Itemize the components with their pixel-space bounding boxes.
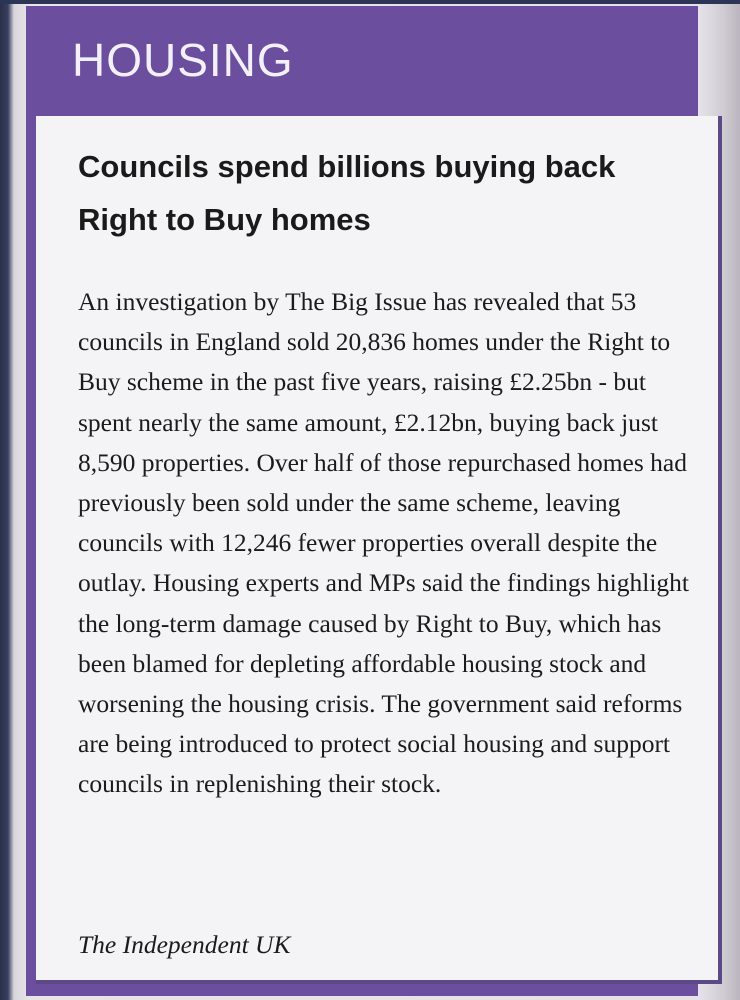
top-edge <box>0 0 740 4</box>
article-source: The Independent UK <box>78 930 291 959</box>
section-label: HOUSING <box>72 34 294 86</box>
article-body: An investigation by The Big Issue has revealed that 53 councils in England sold 20,836 homes under the Right to Buy scheme in the past five years, raising £2.25bn - but spent nearly the same amount, £2.12bn, buying back just 8,590 properties. Over half of those repurchased homes had previously been sold under the same scheme, leaving councils with 12,246 fewer properties overall despite the outlay. Housing experts and MPs said the findings highlight the long-term damage caused by Right to Buy, which has been blamed for depleting affordable housing stock and worsening the housing crisis. The government said reforms are being introduced to protect social housing and support councils in replenishing their stock. <box>78 287 690 799</box>
article-headline: Councils spend billions buying back Right to Buy homes <box>78 149 616 237</box>
